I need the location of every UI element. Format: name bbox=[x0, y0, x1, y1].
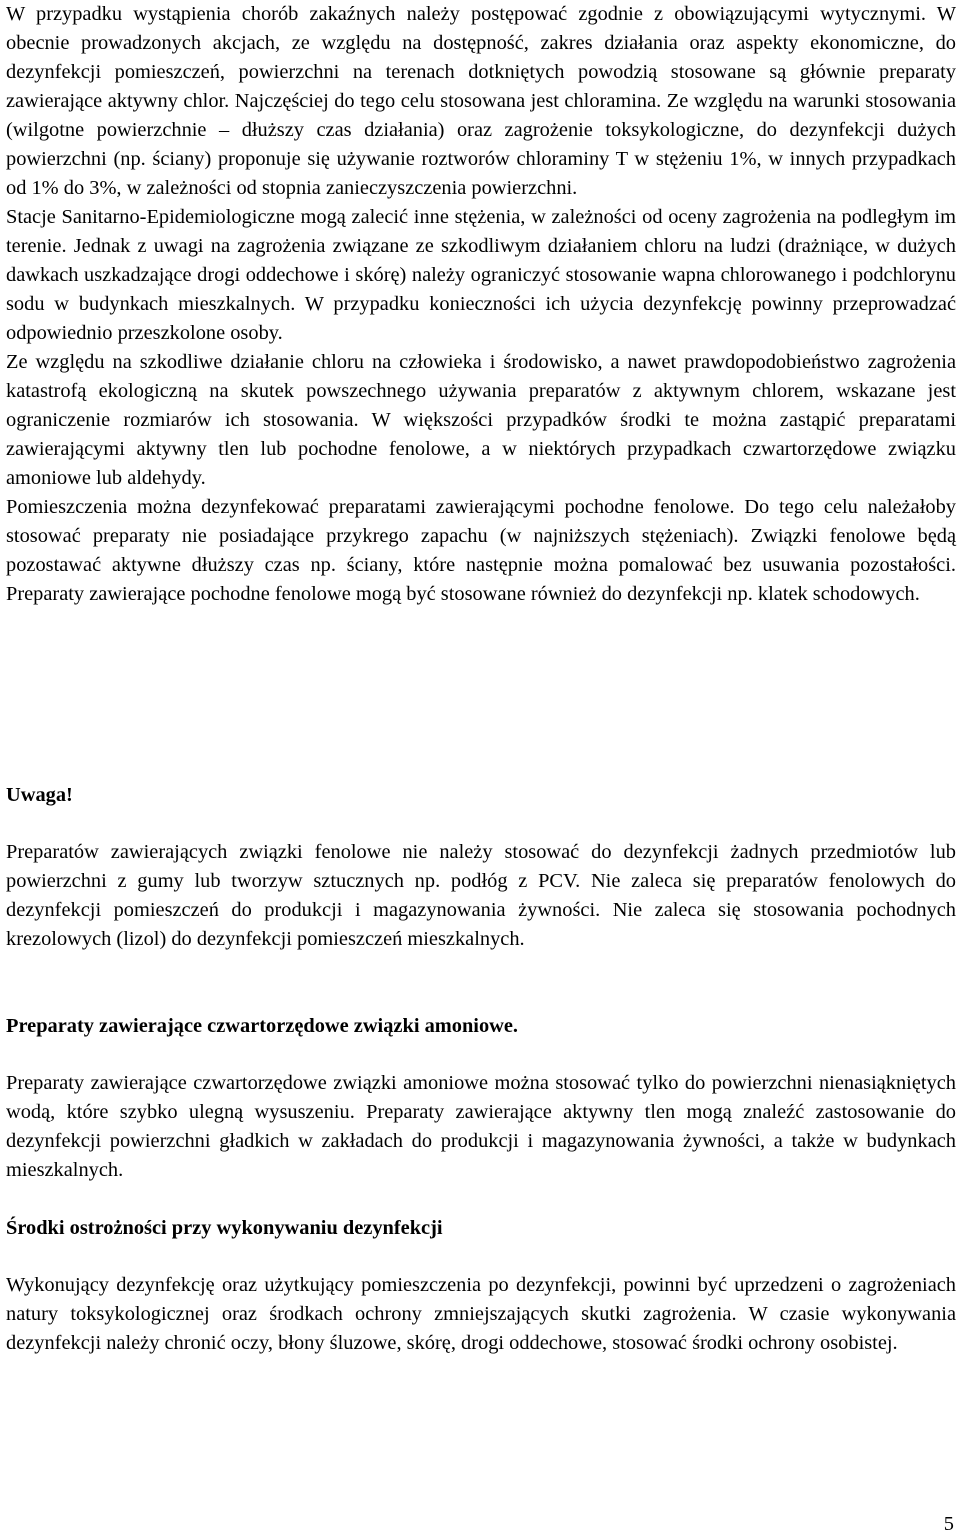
paragraph-phenolic: Pomieszczenia można dezynfekować preparatami zawierającymi pochodne fenolowe. Do tego celu należałoby stosować preparaty nie posiadające przykrego zapachu (w najniższych stężeniach). Związki fenolowe będą pozostawać aktywne dłuższy czas np. ściany, które następnie można pomalować bez usuwania pozostałości. Preparaty zawierające pochodne fenolowe mogą być stosowane również do dezynfekcji np. klatek schodowych. bbox=[6, 496, 956, 605]
paragraph-chlorine-harm: Ze względu na szkodliwe działanie chloru na człowieka i środowisko, a nawet prawdopodobieństwo zagrożenia katastrofą ekologiczną na skutek powszechnego używania preparatów z aktywnym chlorem, wskazane jest ograniczenie rozmiarów ich stosowania. W większości przypadków środki te można zastąpić preparatami zawierającymi aktywny tlen lub pochodne fenolowe, a w niektórych przypadkach czwartorzędowe związku amoniowe lub aldehydy. bbox=[6, 351, 956, 489]
precautions-block bbox=[6, 1271, 956, 1358]
paragraph-chlorine-intro: W przypadku wystąpienia chorób zakaźnych należy postępować zgodnie z obowiązującymi wytycznymi. W obecnie prowadzonych akcjach, ze względu na dostępność, zakres działania oraz aspekty ekonomiczne, do dezynfekcji pomieszczeń, powierzchni na terenach dotkniętych powodzią stosowane są głównie preparaty zawierające aktywny chlor. Najczęściej do tego celu stosowana jest chloramina. Ze względu na warunki stosowania (wilgotne powierzchnie – dłuższy czas działania) oraz zagrożenie toksykologiczne, do dezynfekcji dużych powierzchni (np. ściany) proponuje się używanie roztworów chloraminy T w stężeniu 1%, w innych przypadkach od 1% do 3%, w zależności od stopnia zanieczyszczenia powierzchni. bbox=[6, 3, 956, 199]
section-heading-quaternary: Preparaty zawierające czwartorzędowe związki amoniowe. bbox=[6, 1015, 519, 1037]
body-text-block bbox=[6, 0, 956, 609]
page-number: 5 bbox=[943, 1513, 954, 1535]
warning-heading: Uwaga! bbox=[6, 784, 73, 806]
quaternary-block bbox=[6, 1069, 956, 1185]
section-heading-precautions: Środki ostrożności przy wykonywaniu dezynfekcji bbox=[6, 1217, 443, 1239]
warning-block bbox=[6, 838, 956, 954]
document-page bbox=[6, 0, 956, 1354]
paragraph-sanitary-stations: Stacje Sanitarno-Epidemiologiczne mogą zalecić inne stężenia, w zależności od oceny zagrożenia na podległym im terenie. Jednak z uwagi na zagrożenia związane ze szkodliwym działaniem chloru na ludzi (drażniące, w dużych dawkach uszkadzające drogi oddechowe i skórę) należy ograniczyć stosowanie wapna chlorowanego i podchlorynu sodu w budynkach mieszkalnych. W przypadku konieczności ich użycia dezynfekcję powinny przeprowadzać odpowiednio przeszkolone osoby. bbox=[6, 206, 956, 344]
paragraph-warning: Preparatów zawierających związki fenolowe nie należy stosować do dezynfekcji żadnych przedmiotów lub powierzchni z gumy lub tworzyw sztucznych np. podłóg z PCV. Nie zaleca się preparatów fenolowych do dezynfekcji pomieszczeń do produkcji i magazynowania żywności. Nie zaleca się stosowania pochodnych krezolowych (lizol) do dezynfekcji pomieszczeń mieszkalnych. bbox=[6, 841, 956, 950]
paragraph-quaternary: Preparaty zawierające czwartorzędowe związki amoniowe można stosować tylko do powierzchni nienasiąkniętych wodą, które szybko ulegną wysuszeniu. Preparaty zawierające aktywny tlen mogą znaleźć zastosowanie do dezynfekcji powierzchni gładkich w zakładach do produkcji i magazynowania żywności, a także w budynkach mieszkalnych. bbox=[6, 1072, 956, 1181]
paragraph-precautions: Wykonujący dezynfekcję oraz użytkujący pomieszczenia po dezynfekcji, powinni być uprzedzeni o zagrożeniach natury toksykologicznej oraz środkach ochrony zmniejszających skutki zagrożenia. W czasie wykonywania dezynfekcji należy chronić oczy, błony śluzowe, skórę, drogi oddechowe, stosować środki ochrony osobistej. bbox=[6, 1274, 956, 1354]
